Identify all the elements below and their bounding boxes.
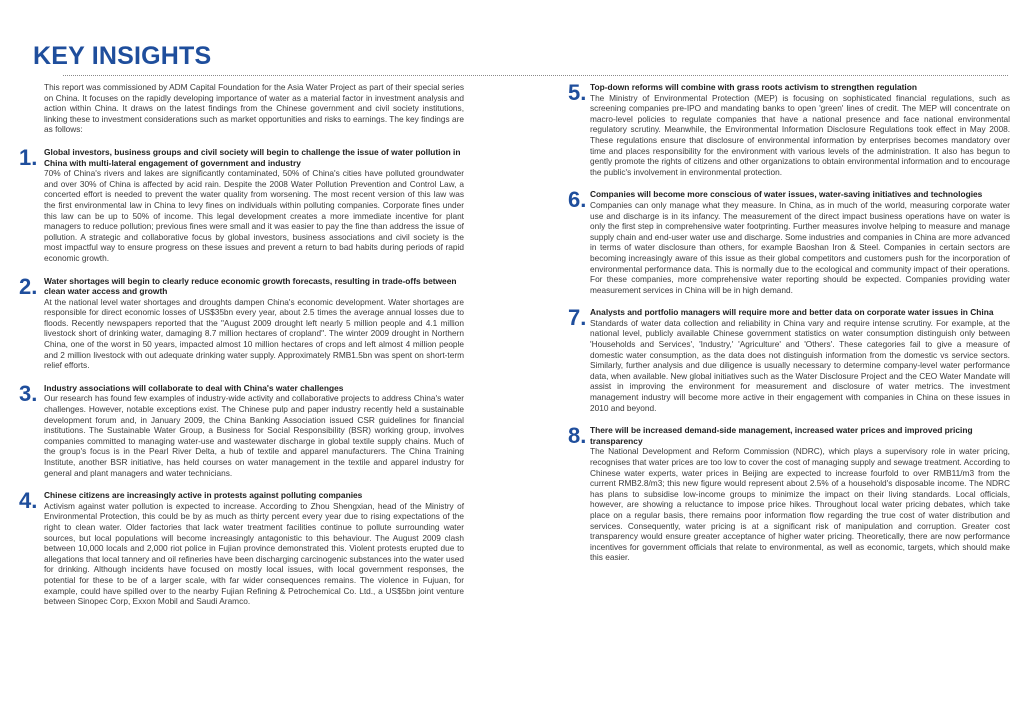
title-divider — [63, 75, 1008, 76]
insight-3 — [19, 380, 464, 478]
insight-7-body: Standards of water data collection and reliability in China vary and require intense scrutiny. For example, at the national level, publicly available Chinese government statistics on water consumption distinguish only between 'Households and Services', 'Industry,' 'Agriculture' and 'Others'. These categories fail to give a measure of domestic water consumption, as the data does not distinguish information from the domestic vs service sectors. Similarly, further analysis and due diligence is usually necessary to determine company-level water performance data, when available. New global initiatives such as the Water Disclosure Project and the CEO Water Mandate will assist in improving the environment for measurement and disclosure of water metrics. The investment management industry will become more active in their engagement with companies in China on these issues in 2010 and beyond. — [590, 317, 1010, 413]
insight-5-body: The Ministry of Environmental Protection (MEP) is focusing on sophisticated financial regulations, such as screening companies pre-IPO and mandating banks to open 'green' lines of credit. The MEP will concentrate on macro-level policies to regulate companies that have a national presence and face national environmental regulatory scrutiny. Meanwhile, the Environmental Information Disclosure Regulations took effect in May 2008. These regulations ensure that disclosure of environmental information by enterprises becomes mandatory over time and places responsibility for the environment with various levels of the administration. It also has begun to gently promote the rights of citizens and other organizations to obtain environmental information and to encourage the public's involvement in environmental protection. — [590, 92, 1010, 177]
insight-8-body: The National Development and Reform Commission (NDRC), which plays a supervisory role in water pricing, recognises that water prices are too low to cover the cost of managing supply and sewage treatment. According to Chinese water experts, water prices in Beijing are expected to increase fourfold to over RMB11/m3 from the current RMB2.8/m3; this new figure would represent about 2.5% of a household's disposable income. The NDRC has plans to subsidise low-income groups to minimize the impact on their living standards. Local officials, however, are showing a reluctance to impose price hikes. Throughout local water pricing debates, which take place on a regular basis, there remains poor information flow regarding the true cost of water distribution and services. Consequently, water pricing is at a significant risk of manipulation and corruption. Greater cost transparency would ensure greater acceptance of higher water pricing. Theoretically, there are now performance incentives for government officials that relate to environmental, as well as economic, targets, which should make this easier. — [590, 446, 1010, 563]
insight-1 — [19, 144, 464, 264]
insight-5-number: 5. — [568, 80, 587, 105]
insight-7-number: 7. — [568, 305, 587, 331]
insight-8-heading: There will be increased demand-side management, increased water prices and improved pricing transparency — [590, 425, 973, 446]
left-column — [19, 82, 464, 607]
insight-6 — [568, 187, 1010, 295]
insight-8-number: 8. — [568, 423, 587, 449]
insight-3-number: 3. — [19, 380, 38, 406]
insight-5-heading: Top-down reforms will combine with grass roots activism to strengthen regulation — [590, 82, 917, 92]
insight-2-heading: Water shortages will begin to clearly reduce economic growth forecasts, resulting in trade-offs between clean water access and growth — [44, 275, 457, 297]
insight-8 — [568, 423, 1010, 563]
page-title: KEY INSIGHTS — [33, 42, 212, 70]
insight-4 — [19, 488, 464, 607]
insight-7-heading: Analysts and portfolio managers will require more and better data on corporate water issues in China — [590, 307, 994, 318]
insight-1-body: 70% of China's rivers and lakes are significantly contaminated, 50% of China's cities have polluted groundwater and over 30% of China is affected by acid rain. Despite the 2008 Water Pollution Prevention and Control Law, a concerted effort is needed to prevent the water quality from worsening. The most recent version of this law was the first environmental law in China to levy fines on individuals within polluting companies. Corporate fines under this law can be up to 50% of income. This legal development creates a more immediate incentive for plant managers to reduce pollution; previous fines were small and it was easier to pay the fine than address the issue of pollution. A strategic and collaborative focus by global investors, business associations and civil society is the most impactful way to ensure progress on these issues and prevent a return to bad habits during periods of rapid economic growth. — [44, 168, 464, 263]
intro-paragraph: This report was commissioned by ADM Capital Foundation for the Asia Water Project as part of their special series on China. It focuses on the rapidly developing importance of water as a material factor in investment analysis and action within China. It draws on the latest findings from the Chinese government and civil society institutions, linking these to investment considerations such as market opportunities and risks to earnings. The key findings are as follows: — [44, 82, 464, 135]
insight-4-number: 4. — [19, 488, 38, 514]
insight-5 — [568, 80, 1010, 177]
insight-2-number: 2. — [19, 273, 38, 299]
insight-2 — [19, 273, 464, 371]
insight-4-body: Activism against water pollution is expected to increase. According to Zhou Shengxian, head of the Ministry of Environmental Protection, this could be by as much as thirty percent every year due to rising expectations of the right to clean water. Older factories that lack water treatment facilities continue to pollute surrounding water sources, but local populations will become increasingly antagonistic to this behaviour. The August 2009 clash between 10,000 locals and 2,000 riot police in Fujian province demonstrated this. Violent protests erupted due to allegations that local tannery and oil refineries have been discharging carcinogenic substances into the water used for drinking. Although incidents have focused on mostly local issues, with local government responses, the potential for these to be of a larger scale, with far wider consequences remains. The violence in Fujuan, for example, could have spilled over to the nearby Fujian Refining & Petrochemical Co. Ltd., a US$5bn joint venture between Sinopec Corp, Exxon Mobil and Saudi Aramco. — [44, 500, 464, 607]
insight-2-body: At the national level water shortages and droughts dampen China's economic development. Water shortages are responsible for direct economic losses of US$35bn every year, about 2.5 times the average annual losses due to floods. Recently newspapers reported that the "August 2009 drought left nearly 5 million people and 4.1 million livestock short of drinking water, damaging 8.7 million hectares of cropland". The winter 2009 drought in Northern China, one of the worst in 50 years, impacted almost 10 million hectares of crops and left almost 4 million people and 2 million livestock with out adequate drinking water supply. Approximately RMB1.5bn was spent on short-term relief efforts. — [44, 296, 464, 371]
insight-3-heading: Industry associations will collaborate to deal with China's water challenges — [44, 382, 344, 393]
insight-1-heading: Global investors, business groups and civil society will begin to challenge the issue of water pollution in China with multi-lateral engagement of government and industry — [44, 146, 461, 168]
insight-3-body: Our research has found few examples of industry-wide activity and collaborative projects to address China's water challenges. However, notable exceptions exist. The Chinese pulp and paper industry recently held a sustainable development forum and, in January 2009, the China Banking Association issued CSR guidelines for financial institutions. The Sustainable Water Group, a Business for Social Responsibility (BSR) working group, involves companies committed to managing water-use and wastewater discharge in global textile supply chains. Much of the group's focus is in the Pearl River Delta, a hub of textile and apparel manufacturers. The China Training Institute, another BSR initiative, has held courses on water management in the textile and apparel industry for general and plant managers and water technicians. — [44, 393, 464, 478]
insight-4-heading: Chinese citizens are increasingly active in protests against polluting companies — [44, 490, 363, 501]
insight-7 — [568, 305, 1010, 413]
right-column — [568, 80, 1010, 563]
insight-6-body: Companies can only manage what they measure. In China, as in much of the world, measuring corporate water use and discharge is in its infancy. The measurement of the direct impact business operations have on water is only the first step in comprehensive water footprinting. Further measures involve helping to measure and manage supply chain and end-user water use and discharge. Some industries and companies in China are more advanced in terms of water disclosure than others, for example Baoshan Iron & Steel. Companies in certain sectors are becoming increasingly aware of this issue as their global competitors and customers push for the incorporation of environmental performance data. This is normally due to the ecological and community impact of their operations. For these companies, more comprehensive water reporting should be expected. Companies providing water measurement services in China will be in high demand. — [590, 199, 1010, 295]
insight-1-number: 1. — [19, 144, 38, 170]
insight-6-heading: Companies will become more conscious of water issues, water-saving initiatives and technologies — [590, 189, 983, 200]
insight-6-number: 6. — [568, 187, 587, 213]
